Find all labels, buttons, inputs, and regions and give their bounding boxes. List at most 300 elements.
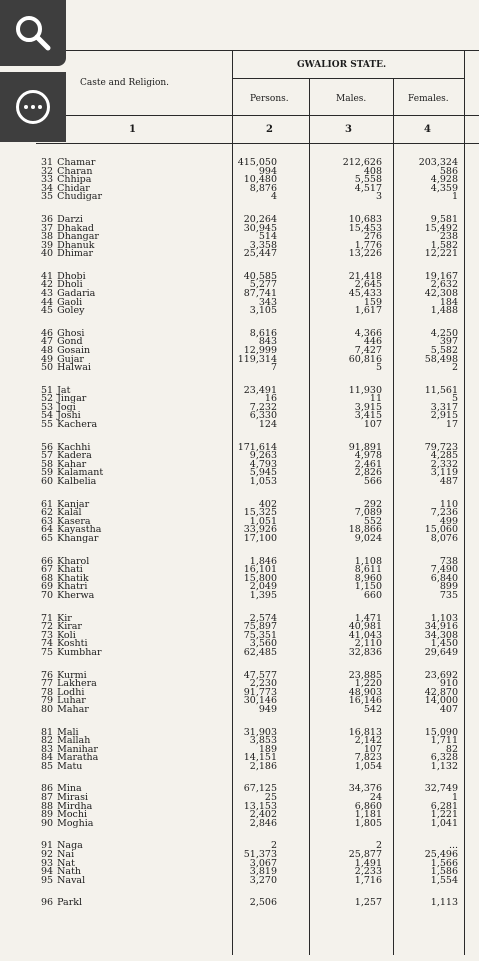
females-value: 203,324 (418, 157, 458, 168)
column-number-4: 4 (424, 124, 431, 135)
row-number: 51 (41, 384, 54, 396)
persons-value: 30,146 (243, 695, 277, 707)
males-value: 2,645 (354, 279, 382, 291)
row-number: 61 (41, 498, 54, 510)
females-value: 2 (451, 362, 458, 374)
row-number: 66 (41, 555, 54, 567)
col-divider-4 (464, 50, 465, 955)
persons-value: 13,153 (243, 800, 277, 812)
persons-value: 949 (258, 703, 277, 715)
row-number: 52 (41, 393, 54, 405)
females-value: 23,692 (424, 669, 458, 681)
females-value: 14,000 (424, 695, 458, 707)
males-value: 446 (363, 336, 382, 348)
caste-name: Dhakad (57, 222, 94, 234)
persons-value: 5,277 (249, 279, 277, 291)
females-value: 1,566 (430, 857, 458, 869)
row-number: 77 (41, 678, 54, 690)
row-number: 46 (41, 327, 54, 339)
row-number: 67 (41, 564, 54, 576)
colnum-rule (36, 143, 479, 144)
persons-value: 3,560 (249, 638, 277, 650)
females-value: 1,711 (430, 735, 458, 747)
females-value: 910 (439, 678, 458, 690)
persons-value: 75,897 (243, 621, 277, 633)
persons-value: 2,230 (249, 678, 277, 690)
row-number: 81 (41, 726, 54, 738)
caste-name: Goley (57, 305, 85, 317)
females-value: 184 (439, 296, 458, 308)
males-value: 11 (369, 393, 382, 405)
row-number: 39 (41, 239, 54, 251)
females-header: Females. (408, 94, 449, 104)
caste-name: Mirdha (57, 800, 93, 812)
header-bottom-rule (36, 115, 479, 116)
row-number: 76 (41, 669, 54, 681)
males-value: 16,813 (348, 726, 382, 738)
females-value: 110 (439, 498, 458, 510)
more-options-icon (16, 90, 50, 124)
row-number: 65 (41, 532, 54, 544)
row-number: 62 (41, 507, 54, 519)
more-options-button[interactable] (0, 72, 66, 142)
caste-name: Kahar (57, 458, 87, 470)
caste-name: Mochi (57, 809, 88, 821)
caste-name: Gaoli (57, 296, 83, 308)
search-button[interactable] (0, 0, 66, 66)
persons-value: 33,926 (243, 524, 277, 536)
row-label (41, 761, 82, 772)
males-value: 107 (363, 419, 382, 430)
row-number: 82 (41, 735, 54, 747)
persons-header: Persons. (250, 94, 289, 104)
persons-value: 12,999 (243, 344, 277, 356)
persons-value: 25,447 (243, 248, 277, 260)
males-value: 11,930 (348, 384, 382, 396)
caste-name: Khangar (57, 532, 99, 544)
row-number: 70 (41, 589, 54, 601)
persons-value: 67,125 (243, 783, 277, 795)
males-value: 2,461 (354, 458, 382, 470)
caste-name: Chidar (57, 182, 90, 194)
males-value: 1,471 (354, 612, 382, 624)
persons-value: 2,506 (249, 897, 277, 909)
persons-value: 10,480 (243, 174, 277, 186)
caste-name: Dhangar (57, 231, 99, 243)
row-number: 36 (41, 213, 54, 225)
males-value: 2,142 (354, 735, 382, 747)
column-number-1: 1 (129, 124, 136, 135)
persons-value: 1,053 (249, 475, 277, 487)
females-value: 29,649 (424, 646, 458, 658)
males-value: 7,089 (354, 507, 382, 519)
row-number: 74 (41, 638, 54, 650)
males-value: 1,776 (354, 239, 382, 251)
row-number: 37 (41, 222, 54, 234)
row-number: 48 (41, 344, 54, 356)
row-number: 43 (41, 288, 54, 299)
row-number: 57 (41, 450, 54, 462)
caste-name: Kalal (57, 507, 82, 519)
females-value: 1,450 (430, 638, 458, 650)
females-value: 79,723 (424, 441, 458, 453)
row-number: 95 (41, 874, 54, 886)
persons-value: 1,051 (249, 515, 277, 527)
persons-value: 2,402 (249, 809, 277, 821)
row-number: 78 (41, 686, 54, 698)
persons-value: 343 (258, 296, 277, 308)
row-number: 93 (41, 857, 54, 869)
males-value: 4,366 (354, 327, 382, 339)
caste-name: Kir (57, 612, 72, 624)
caste-name: Charan (57, 165, 93, 177)
column-number-3: 3 (345, 124, 352, 135)
caste-name: Kachera (57, 419, 98, 430)
row-number: 45 (41, 305, 54, 317)
persons-value: 5,945 (249, 467, 277, 479)
males-value: 1,257 (354, 897, 382, 909)
males-value: 32,836 (348, 646, 382, 658)
males-value: 91,891 (348, 441, 382, 453)
persons-value: 189 (258, 743, 277, 755)
caste-name: Chamar (57, 157, 96, 168)
persons-value: 87,741 (243, 288, 277, 299)
caste-name: Koli (57, 629, 76, 641)
females-value: 1,132 (430, 760, 458, 772)
persons-value: 4 (270, 191, 277, 203)
row-number: 92 (41, 848, 54, 860)
caste-name: Matu (57, 760, 83, 772)
males-value: 1,150 (354, 581, 382, 593)
persons-value: 4,793 (249, 458, 277, 470)
males-value: 542 (363, 703, 382, 715)
persons-value: 23,491 (243, 384, 277, 396)
females-value: 17 (445, 419, 458, 430)
row-number: 33 (41, 174, 54, 186)
caste-name: Naga (57, 840, 83, 852)
males-header: Males. (336, 94, 367, 104)
males-value: 7,427 (354, 344, 382, 356)
row-number: 83 (41, 743, 54, 755)
caste-name: Kirar (57, 621, 82, 633)
row-number: 60 (41, 475, 54, 487)
caste-name: Kanjar (57, 498, 90, 510)
caste-name: Gujar (57, 353, 84, 365)
caste-name: Kherwa (57, 589, 95, 601)
males-value: 8,611 (354, 564, 382, 576)
persons-value: 7 (270, 362, 277, 374)
row-number: 91 (41, 840, 54, 852)
females-value: 1,488 (430, 305, 458, 317)
persons-value: 843 (258, 336, 277, 348)
females-value: 32,749 (424, 783, 458, 795)
persons-value: 16 (264, 393, 277, 405)
row-number: 68 (41, 572, 54, 584)
males-value: 1,716 (354, 874, 382, 886)
row-number: 72 (41, 621, 54, 633)
males-value: 23,885 (348, 669, 382, 681)
row-number: 59 (41, 467, 54, 479)
females-value: 8,076 (430, 532, 458, 544)
females-value: 34,308 (424, 629, 458, 641)
females-value: 42,308 (424, 288, 458, 299)
row-label (41, 647, 102, 658)
persons-value: 14,151 (243, 752, 277, 764)
col-divider-1 (232, 50, 233, 955)
males-value: 24 (369, 792, 382, 803)
row-number: 63 (41, 515, 54, 527)
row-number: 85 (41, 760, 54, 772)
males-value: 4,517 (354, 182, 382, 194)
females-value: 7,490 (430, 564, 458, 576)
caste-name: Dhobi (57, 270, 86, 282)
row-label (41, 476, 96, 487)
search-icon (13, 13, 53, 53)
males-value: 5 (375, 362, 382, 374)
row-number: 89 (41, 809, 54, 821)
males-value: 25,877 (348, 848, 382, 860)
row-number: 55 (41, 419, 54, 430)
females-value: 2,632 (430, 279, 458, 291)
caste-name: Kumbhar (57, 646, 102, 658)
caste-name: Mina (57, 783, 82, 795)
females-value: 899 (439, 581, 458, 593)
females-value: 1,586 (430, 866, 458, 878)
females-value: 5 (451, 393, 458, 405)
persons-value: 17,100 (243, 532, 277, 544)
caste-name: Kurmi (57, 669, 87, 681)
females-value: 499 (439, 515, 458, 527)
row-label (41, 818, 93, 829)
caste-name: Nat (57, 857, 75, 869)
persons-value: 62,485 (243, 646, 277, 658)
row-number: 96 (41, 897, 54, 909)
row-label (41, 191, 102, 202)
row-number: 58 (41, 458, 54, 470)
row-label (41, 305, 84, 316)
females-value: 1,113 (430, 897, 458, 909)
males-value: 212,626 (342, 157, 382, 168)
females-value: 1,582 (430, 239, 458, 251)
row-number: 34 (41, 182, 54, 194)
males-value: 6,860 (354, 800, 382, 812)
females-value: 1,221 (430, 809, 458, 821)
row-number: 49 (41, 353, 54, 365)
caste-name: Dhanuk (57, 239, 95, 251)
females-value: 397 (439, 336, 458, 348)
row-number: 44 (41, 296, 54, 308)
males-value: 3 (375, 191, 382, 203)
females-value: 4,359 (430, 182, 458, 194)
caste-name: Lakhera (57, 678, 97, 690)
persons-value: 2,574 (249, 612, 277, 624)
persons-value: 171,614 (237, 441, 277, 453)
males-value: 40,981 (348, 621, 382, 633)
caste-name: Kalbelia (57, 475, 97, 487)
row-number: 87 (41, 792, 54, 803)
females-value: 15,090 (424, 726, 458, 738)
row-number: 69 (41, 581, 54, 593)
females-value: 1,554 (430, 874, 458, 886)
females-value: 487 (439, 475, 458, 487)
females-value: 58,498 (424, 353, 458, 365)
persons-value: 1,846 (249, 555, 277, 567)
row-label (41, 419, 97, 430)
females-value: 6,840 (430, 572, 458, 584)
row-number: 56 (41, 441, 54, 453)
females-value: 15,060 (424, 524, 458, 536)
caste-name: Naval (57, 874, 86, 886)
females-value: 1,041 (430, 817, 458, 829)
caste-name: Joshi (57, 410, 81, 422)
row-number: 38 (41, 231, 54, 243)
caste-name: Gadaria (57, 288, 96, 299)
males-value: 13,226 (348, 248, 382, 260)
females-value: 1 (451, 792, 458, 803)
caste-name: Nath (57, 866, 82, 878)
females-value: 7,236 (430, 507, 458, 519)
column-number-2: 2 (266, 124, 273, 135)
row-number: 73 (41, 629, 54, 641)
females-value: 6,328 (430, 752, 458, 764)
males-value: 2,233 (354, 866, 382, 878)
caste-name: Chhipa (57, 174, 92, 186)
row-number: 53 (41, 401, 54, 413)
females-value: 2,332 (430, 458, 458, 470)
persons-value: 119,314 (237, 353, 277, 365)
persons-value: 7,232 (249, 401, 277, 413)
males-value: 8,960 (354, 572, 382, 584)
caste-name: Chudigar (57, 191, 103, 203)
persons-value: 9,263 (249, 450, 277, 462)
caste-name: Luhar (57, 695, 86, 707)
females-value: 238 (439, 231, 458, 243)
persons-value: 8,876 (249, 182, 277, 194)
row-number: 94 (41, 866, 54, 878)
row-label (41, 362, 91, 373)
persons-value: 3,358 (249, 239, 277, 251)
females-value: 12,221 (424, 248, 458, 260)
caste-name: Maratha (57, 752, 99, 764)
caste-name: Kayastha (57, 524, 102, 536)
males-value: 2,110 (354, 638, 382, 650)
females-value: 6,281 (430, 800, 458, 812)
males-value: 660 (363, 589, 382, 601)
row-label (41, 897, 82, 908)
caste-name: Gosain (57, 344, 91, 356)
row-number: 86 (41, 783, 54, 795)
females-value: 1,103 (430, 612, 458, 624)
row-number: 31 (41, 157, 54, 168)
caste-name: Koshti (57, 638, 88, 650)
state-header: GWALIOR STATE. (297, 60, 387, 70)
males-value: 3,415 (354, 410, 382, 422)
males-value: 18,866 (348, 524, 382, 536)
row-number: 35 (41, 191, 54, 203)
caste-name: Mirasi (57, 792, 88, 803)
females-value: ... (448, 840, 458, 852)
caste-name: Darzi (57, 213, 83, 225)
persons-value: 30,945 (243, 222, 277, 234)
females-value: 407 (439, 703, 458, 715)
females-value: 735 (439, 589, 458, 601)
row-number: 80 (41, 703, 54, 715)
persons-value: 2,186 (249, 760, 277, 772)
row-number: 50 (41, 362, 54, 374)
males-value: 10,683 (348, 213, 382, 225)
caste-name: Ghosi (57, 327, 85, 339)
row-number: 42 (41, 279, 54, 291)
males-value: 3,915 (354, 401, 382, 413)
persons-value: 6,330 (249, 410, 277, 422)
males-value: 107 (363, 743, 382, 755)
persons-value: 402 (258, 498, 277, 510)
males-value: 1,617 (354, 305, 382, 317)
females-value: 586 (439, 165, 458, 177)
persons-value: 2,049 (249, 581, 277, 593)
persons-value: 2,846 (249, 817, 277, 829)
col-divider-2 (309, 78, 310, 955)
row-label (41, 248, 93, 259)
females-value: 9,581 (430, 213, 458, 225)
caste-name: Jat (57, 384, 71, 396)
caste-name: Khati (57, 564, 83, 576)
persons-value: 91,773 (243, 686, 277, 698)
males-value: 7,823 (354, 752, 382, 764)
persons-value: 1,395 (249, 589, 277, 601)
caste-name: Kalamant (57, 467, 104, 479)
caste-name: Nai (57, 848, 75, 860)
males-value: 1,491 (354, 857, 382, 869)
caste-name: Halwai (57, 362, 91, 374)
males-value: 276 (363, 231, 382, 243)
males-value: 48,903 (348, 686, 382, 698)
persons-value: 415,050 (237, 157, 277, 168)
males-value: 2,826 (354, 467, 382, 479)
row-number: 32 (41, 165, 54, 177)
persons-value: 994 (258, 165, 277, 177)
females-value: 4,928 (430, 174, 458, 186)
caste-name: Kasera (57, 515, 91, 527)
males-value: 34,376 (348, 783, 382, 795)
females-value: 25,496 (424, 848, 458, 860)
caste-name: Kharol (57, 555, 90, 567)
persons-value: 20,264 (243, 213, 277, 225)
males-value: 15,453 (348, 222, 382, 234)
males-value: 2 (375, 840, 382, 852)
females-value: 3,317 (430, 401, 458, 413)
males-value: 159 (363, 296, 382, 308)
header-rule (232, 78, 465, 79)
females-value: 82 (445, 743, 458, 755)
caste-name: Dhimar (57, 248, 94, 260)
row-number: 54 (41, 410, 54, 422)
caste-name: Parkl (57, 897, 83, 909)
persons-value: 124 (258, 419, 277, 430)
males-value: 552 (363, 515, 382, 527)
caste-name: Jogi (57, 401, 76, 413)
males-value: 1,181 (354, 809, 382, 821)
row-number: 71 (41, 612, 54, 624)
females-value: 4,285 (430, 450, 458, 462)
persons-value: 47,577 (243, 669, 277, 681)
persons-value: 3,105 (249, 305, 277, 317)
caste-name: Mahar (57, 703, 89, 715)
males-value: 5,558 (354, 174, 382, 186)
persons-value: 31,903 (243, 726, 277, 738)
persons-value: 15,800 (243, 572, 277, 584)
persons-value: 25 (264, 792, 277, 803)
